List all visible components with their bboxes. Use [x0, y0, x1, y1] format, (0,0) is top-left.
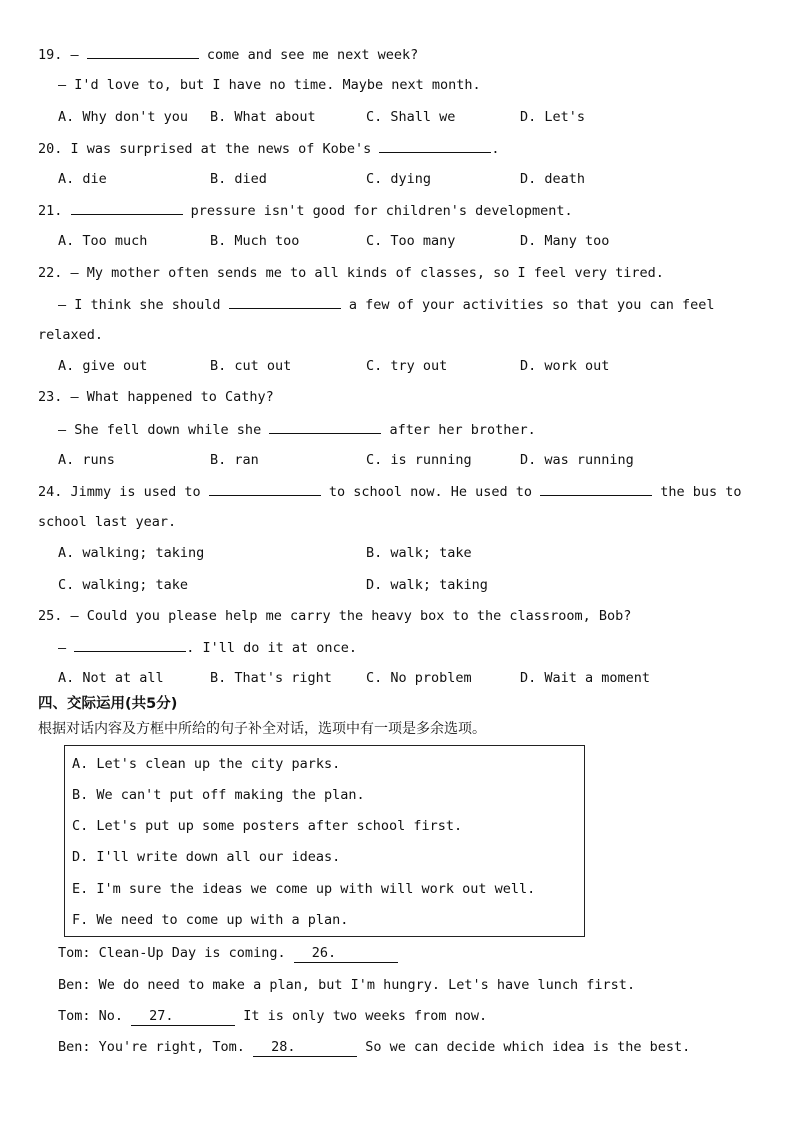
q20-option-d[interactable]: D. death [520, 171, 586, 187]
section-instruction: 根据对话内容及方框中所给的句子补全对话，选项中有一项是多余选项。 [38, 721, 486, 737]
q25-blank[interactable] [74, 638, 186, 652]
q23-option-d[interactable]: D. was running [520, 452, 634, 468]
q25-option-c[interactable]: C. No problem [366, 670, 472, 686]
box-option-d[interactable]: D. I'll write down all our ideas. [72, 849, 341, 865]
box-option-e[interactable]: E. I'm sure the ideas we come up with will work out well. [72, 881, 536, 897]
q21-blank[interactable] [71, 201, 183, 215]
dialogue-line-4: Ben: You're right, Tom. 28. So we can decide which idea is the best. [58, 1039, 691, 1055]
q20-line1: 20. I was surprised at the news of Kobe's . [38, 141, 500, 157]
dialogue-line-1: Tom: Clean-Up Day is coming. 26. [58, 944, 398, 963]
q22-option-b[interactable]: B. cut out [210, 358, 292, 374]
q25-option-a[interactable]: A. Not at all [58, 670, 164, 686]
q22-line3: relaxed. [38, 327, 104, 343]
box-option-f[interactable]: F. We need to come up with a plan. [72, 912, 349, 928]
q25-option-b[interactable]: B. That's right [210, 670, 332, 686]
q24-option-c[interactable]: C. walking; take [58, 577, 189, 593]
q19-option-a[interactable]: A. Why don't you [58, 109, 189, 125]
q24-option-d[interactable]: D. walk; taking [366, 577, 488, 593]
dialogue-line-3: Tom: No. 27. It is only two weeks from now. [58, 1008, 488, 1024]
q22-option-d[interactable]: D. work out [520, 358, 610, 374]
q19-blank[interactable] [87, 45, 199, 59]
q21-line1: 21. pressure isn't good for children's development. [38, 203, 573, 219]
q23-blank[interactable] [269, 420, 381, 434]
q25-line2: — . I'll do it at once. [58, 640, 357, 656]
dialogue-blank-26[interactable]: 26. [294, 944, 398, 963]
q25-line1: 25. — Could you please help me carry the heavy box to the classroom, Bob? [38, 608, 632, 624]
q21-option-a[interactable]: A. Too much [58, 233, 148, 249]
q23-option-a[interactable]: A. runs [58, 452, 115, 468]
section-heading: 四、交际运用(共5分) [38, 696, 178, 712]
q21-option-b[interactable]: B. Much too [210, 233, 300, 249]
q19-line2: — I'd love to, but I have no time. Maybe next month. [58, 77, 481, 93]
q24-option-a[interactable]: A. walking; taking [58, 545, 205, 561]
q19-option-c[interactable]: C. Shall we [366, 109, 456, 125]
q22-blank[interactable] [229, 295, 341, 309]
q22-line1: 22. — My mother often sends me to all kinds of classes, so I feel very tired. [38, 265, 664, 281]
q20-option-c[interactable]: C. dying [366, 171, 432, 187]
q19-option-b[interactable]: B. What about [210, 109, 316, 125]
q23-option-c[interactable]: C. is running [366, 452, 472, 468]
box-option-a[interactable]: A. Let's clean up the city parks. [72, 756, 341, 772]
q23-line1: 23. — What happened to Cathy? [38, 389, 274, 405]
q22-line2: — I think she should a few of your activities so that you can feel [58, 297, 715, 313]
q24-option-b[interactable]: B. walk; take [366, 545, 472, 561]
q19-option-d[interactable]: D. Let's [520, 109, 586, 125]
q21-option-c[interactable]: C. Too many [366, 233, 456, 249]
q20-option-b[interactable]: B. died [210, 171, 267, 187]
dialogue-line-2: Ben: We do need to make a plan, but I'm hungry. Let's have lunch first. [58, 977, 636, 993]
dialogue-blank-27[interactable]: 27. [131, 1007, 235, 1026]
options-box [64, 745, 585, 937]
q24-line2: school last year. [38, 514, 177, 530]
dialogue-blank-28[interactable]: 28. [253, 1038, 357, 1057]
q20-option-a[interactable]: A. die [58, 171, 107, 187]
q23-option-b[interactable]: B. ran [210, 452, 259, 468]
q22-option-c[interactable]: C. try out [366, 358, 448, 374]
q19-line1: 19. — come and see me next week? [38, 47, 419, 63]
q22-option-a[interactable]: A. give out [58, 358, 148, 374]
box-option-b[interactable]: B. We can't put off making the plan. [72, 787, 365, 803]
q20-blank[interactable] [379, 139, 491, 153]
q24-line1: 24. Jimmy is used to to school now. He used to the bus to [38, 484, 742, 500]
q21-option-d[interactable]: D. Many too [520, 233, 610, 249]
box-option-c[interactable]: C. Let's put up some posters after school first. [72, 818, 463, 834]
q24-blank-2[interactable] [540, 482, 652, 496]
q25-option-d[interactable]: D. Wait a moment [520, 670, 651, 686]
q23-line2: — She fell down while she after her brother. [58, 422, 536, 438]
q24-blank-1[interactable] [209, 482, 321, 496]
